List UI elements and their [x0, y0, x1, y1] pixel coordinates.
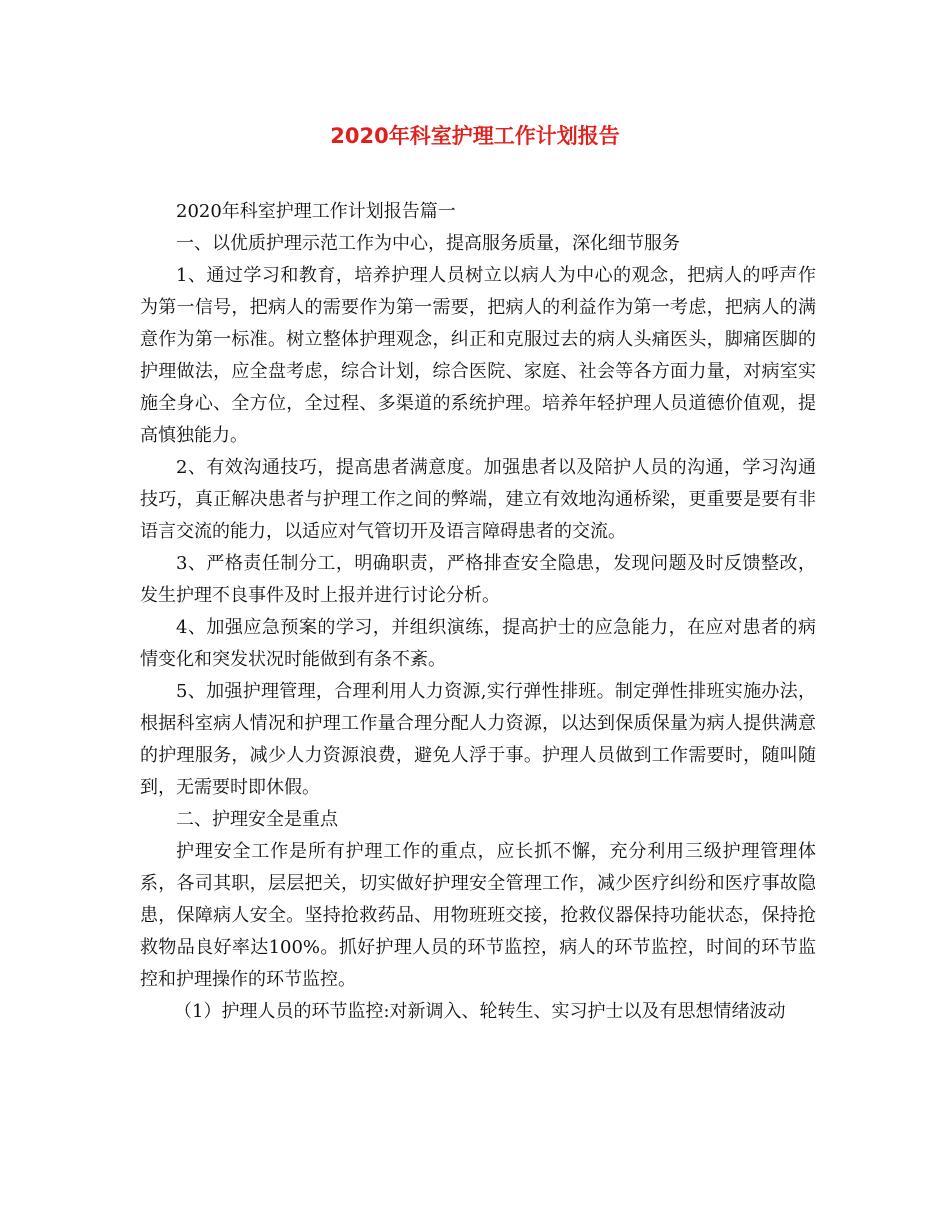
section-heading: 二、护理安全是重点 [176, 809, 338, 830]
paragraph: 4、加强应急预案的学习，并组织演练，提高护士的应急能力，在应对患者的病情变化和突发状况时能做到有条不紊。 [140, 617, 816, 670]
paragraph: 2、有效沟通技巧，提高患者满意度。加强患者以及陪护人员的沟通，学习沟通技巧，真正解决患者与护理工作之间的弊端，建立有效地沟通桥梁，更重要是要有非语言交流的能力，以适应对气管切开及语言障碍患者的交流。 [140, 457, 816, 542]
paragraph: （1）护理人员的环节监控:对新调入、轮转生、实习护士以及有思想情绪波动 [174, 1001, 786, 1022]
document-body [140, 196, 816, 1028]
section-heading: 2020年科室护理工作计划报告篇一 [176, 201, 456, 222]
section-heading: 一、以优质护理示范工作为中心，提高服务质量，深化细节服务 [176, 233, 680, 254]
paragraph: 5、加强护理管理，合理利用人力资源,实行弹性排班。制定弹性排班实施办法，根据科室病人情况和护理工作量合理分配人力资源，以达到保质保量为病人提供满意的护理服务，减少人力资源浪费，避免人浮于事。护理人员做到工作需要时，随叫随到，无需要时即休假。 [140, 681, 816, 798]
paragraph: 护理安全工作是所有护理工作的重点，应长抓不懈，充分利用三级护理管理体系，各司其职，层层把关，切实做好护理安全管理工作，减少医疗纠纷和医疗事故隐患，保障病人安全。坚持抢救药品、用物班班交接，抢救仪器保持功能状态，保持抢救物品良好率达100%。抓好护理人员的环节监控，病人的环节监控，时间的环节监控和护理操作的环节监控。 [140, 841, 816, 990]
paragraph: 3、严格责任制分工，明确职责，严格排查安全隐患，发现问题及时反馈整改，发生护理不良事件及时上报并进行讨论分析。 [140, 553, 816, 606]
document-title: 2020年科室护理工作计划报告 [330, 124, 620, 148]
paragraph: 1、通过学习和教育，培养护理人员树立以病人为中心的观念，把病人的呼声作为第一信号，把病人的需要作为第一需要，把病人的利益作为第一考虑，把病人的满意作为第一标准。树立整体护理观念，纠正和克服过去的病人头痛医头，脚痛医脚的护理做法，应全盘考虑，综合计划，综合医院、家庭、社会等各方面力量，对病室实施全身心、全方位，全过程、多渠道的系统护理。培养年轻护理人员道德价值观，提高慎独能力。 [140, 265, 816, 446]
